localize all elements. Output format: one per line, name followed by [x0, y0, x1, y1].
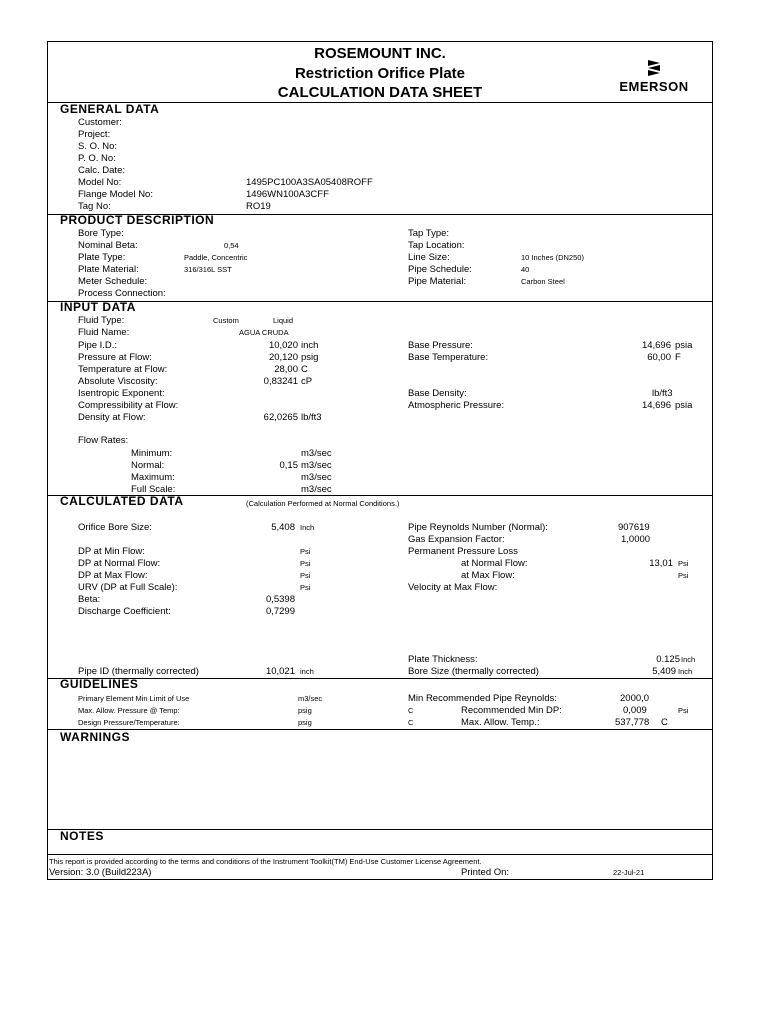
base-temperature-label: Base Temperature: [408, 352, 489, 363]
pipe-id-value: 10,020 [268, 340, 298, 351]
fluid-type-label: Fluid Type: [78, 315, 125, 326]
section-product-description: PRODUCT DESCRIPTION [60, 213, 215, 227]
base-density-unit: lb/ft3 [652, 388, 673, 399]
pressure-loss-max-unit: Psi [678, 571, 689, 580]
flow-rate-unit: m3/sec [301, 484, 332, 495]
atmospheric-pressure-label: Atmospheric Pressure: [408, 400, 505, 411]
input-field-label: Compressibility at Flow: [78, 400, 179, 411]
logo-text: EMERSON [619, 79, 689, 94]
document-subtitle: CALCULATION DATA SHEET [277, 84, 483, 101]
field-label: Meter Schedule: [78, 276, 148, 287]
temperature-unit: C [301, 364, 308, 375]
bore-tc-unit: Inch [678, 667, 693, 676]
plate-material-value: 316/316L SST [184, 265, 232, 274]
field-label: Tap Type: [408, 228, 450, 239]
line-size-value: 10 Inches (DN250) [521, 253, 584, 262]
field-label: Project: [78, 129, 111, 140]
input-field-label: Absolute Viscosity: [78, 376, 158, 387]
min-dp-unit: Psi [678, 706, 689, 715]
section-calculated-data: CALCULATED DATA [60, 494, 184, 508]
design-temp-unit: C [408, 718, 414, 727]
field-label: Customer: [78, 117, 122, 128]
gas-expansion-value: 1,0000 [621, 534, 651, 545]
pipe-id-unit: inch [301, 340, 319, 351]
field-label: Model No: [78, 177, 122, 188]
license-text: This report is provided according to the terms and conditions of the Instrument Toolkit(TM) End-Use Customer License Agreement. [49, 857, 482, 866]
flow-rate-label: Full Scale: [131, 484, 176, 495]
printed-on-label: Printed On: [461, 867, 510, 878]
discharge-coefficient-label: Discharge Coefficient: [78, 606, 171, 617]
fluid-phase-value: Liquid [273, 316, 294, 325]
fluid-name-label: Fluid Name: [78, 327, 130, 338]
max-allow-temp-unit: C [408, 706, 414, 715]
field-label: Nominal Beta: [78, 240, 138, 251]
divider [48, 854, 712, 855]
field-label: P. O. No: [78, 153, 116, 164]
beta-value: 0,5398 [265, 594, 295, 605]
plate-thickness-unit: Inch [681, 655, 696, 664]
max-temp-unit: C [661, 717, 668, 728]
version-text: Version: 3.0 (Build223A) [49, 867, 152, 878]
temperature-value: 28,00 [274, 364, 298, 375]
pipe-schedule-value: 40 [521, 265, 530, 274]
pipe-id-tc-label: Pipe ID (thermally corrected) [78, 666, 199, 677]
pipe-material-value: Carbon Steel [521, 277, 565, 286]
flow-rates-label: Flow Rates: [78, 435, 129, 446]
section-general-data: GENERAL DATA [60, 102, 160, 116]
max-allow-pressure-label: Max. Allow. Pressure @ Temp: [78, 706, 180, 715]
tag-no-value: RO19 [246, 201, 271, 212]
base-pressure-value: 14,696 [641, 340, 671, 351]
viscosity-value: 0,83241 [263, 376, 298, 387]
design-pressure-label: Design Pressure/Temperature: [78, 718, 180, 727]
data-sheet [47, 41, 713, 880]
viscosity-unit: cP [301, 376, 313, 387]
divider [48, 678, 712, 679]
pressure-value: 20,120 [268, 352, 298, 363]
dp-label: DP at Normal Flow: [78, 558, 161, 569]
dp-label: DP at Min Flow: [78, 546, 145, 557]
pressure-loss-label: Permanent Pressure Loss [408, 546, 518, 557]
min-dp-label: Recommended Min DP: [461, 705, 562, 716]
dp-unit: Psi [300, 547, 311, 556]
pressure-loss-normal-label: at Normal Flow: [461, 558, 528, 569]
max-allow-pressure-unit: psig [298, 706, 312, 715]
reynolds-value: 907619 [618, 522, 650, 533]
emerson-logo [604, 60, 704, 94]
pressure-loss-normal-unit: Psi [678, 559, 689, 568]
flange-model-no-value: 1496WN100A3CFF [246, 189, 329, 200]
flow-rate-unit: m3/sec [301, 448, 332, 459]
flow-rate-label: Maximum: [131, 472, 175, 483]
flow-rate-label: Minimum: [131, 448, 173, 459]
nominal-beta-value: 0,54 [224, 241, 239, 250]
fluid-type-value: Custom [213, 316, 239, 325]
field-label: Pipe Schedule: [408, 264, 472, 275]
flow-rate-unit: m3/sec [301, 460, 332, 471]
flow-rate-unit: m3/sec [301, 472, 332, 483]
primary-element-label: Primary Element Min Limit of Use [78, 694, 190, 703]
section-warnings: WARNINGS [60, 730, 130, 744]
field-label: Calc. Date: [78, 165, 125, 176]
base-density-label: Base Density: [408, 388, 467, 399]
atmospheric-pressure-value: 14,696 [641, 400, 671, 411]
pressure-loss-normal-value: 13,01 [649, 558, 673, 569]
dp-unit: Psi [300, 559, 311, 568]
pressure-loss-max-label: at Max Flow: [461, 570, 515, 581]
divider [48, 301, 712, 302]
orifice-bore-unit: Inch [300, 523, 315, 532]
section-input-data: INPUT DATA [60, 300, 136, 314]
document-title: Restriction Orifice Plate [294, 65, 466, 82]
base-temperature-unit: F [675, 352, 681, 363]
divider [48, 829, 712, 830]
input-field-label: Pressure at Flow: [78, 352, 152, 363]
input-field-label: Density at Flow: [78, 412, 146, 423]
flow-rate-label: Normal: [131, 460, 165, 471]
field-label: S. O. No: [78, 141, 118, 152]
density-unit: lb/ft3 [301, 412, 322, 423]
field-label: Plate Material: [78, 264, 139, 275]
calculation-note: (Calculation Performed at Normal Conditions.) [246, 499, 400, 508]
divider [48, 729, 712, 730]
atmospheric-pressure-unit: psia [675, 400, 693, 411]
max-temp-label: Max. Allow. Temp.: [461, 717, 540, 728]
dp-unit: Psi [300, 571, 311, 580]
pipe-id-tc-unit: inch [300, 667, 314, 676]
reynolds-label: Pipe Reynolds Number (Normal): [408, 522, 548, 533]
orifice-bore-value: 5,408 [271, 522, 295, 533]
input-field-label: Pipe I.D.: [78, 340, 118, 351]
min-reynolds-label: Min Recommended Pipe Reynolds: [408, 693, 557, 704]
discharge-coefficient-value: 0,7299 [265, 606, 295, 617]
field-label: Pipe Material: [408, 276, 467, 287]
model-no-value: 1495PC100A3SA05408ROFF [246, 177, 373, 188]
section-notes: NOTES [60, 829, 104, 843]
plate-thickness-value: 0.125 [656, 654, 680, 665]
pipe-id-tc-value: 10,021 [265, 666, 295, 677]
field-label: Line Size: [408, 252, 450, 263]
input-field-label: Isentropic Exponent: [78, 388, 165, 399]
pressure-unit: psig [301, 352, 319, 363]
beta-label: Beta: [78, 594, 101, 605]
bore-tc-label: Bore Size (thermally corrected) [408, 666, 539, 677]
company-name: ROSEMOUNT INC. [314, 45, 446, 62]
printed-on-date: 22-Jul-21 [613, 868, 645, 877]
fluid-name-value: AGUA CRUDA [239, 328, 289, 337]
flow-normal-value: 0,15 [279, 460, 298, 471]
plate-thickness-label: Plate Thickness: [408, 654, 478, 665]
base-pressure-unit: psia [675, 340, 693, 351]
min-reynolds-value: 2000,0 [620, 693, 650, 704]
velocity-label: Velocity at Max Flow: [408, 582, 498, 593]
plate-type-value: Paddle, Concentric [184, 253, 248, 262]
gas-expansion-label: Gas Expansion Factor: [408, 534, 505, 545]
input-field-label: Temperature at Flow: [78, 364, 168, 375]
field-label: Tag No: [78, 201, 111, 212]
design-pressure-unit: psig [298, 718, 312, 727]
field-label: Plate Type: [78, 252, 126, 263]
field-label: Process Connection: [78, 288, 166, 299]
field-label: Flange Model No: [78, 189, 153, 200]
density-value: 62,0265 [263, 412, 298, 423]
field-label: Bore Type: [78, 228, 124, 239]
min-dp-value: 0,009 [623, 705, 647, 716]
emerson-logo-icon [604, 58, 704, 78]
bore-tc-value: 5,409 [652, 666, 676, 677]
dp-label: DP at Max Flow: [78, 570, 148, 581]
orifice-bore-label: Orifice Bore Size: [78, 522, 152, 533]
dp-label: URV (DP at Full Scale): [78, 582, 178, 593]
primary-element-unit: m3/sec [298, 694, 323, 703]
section-guidelines: GUIDELINES [60, 677, 139, 691]
dp-unit: Psi [300, 583, 311, 592]
field-label: Tap Location: [408, 240, 465, 251]
base-temperature-value: 60,00 [647, 352, 671, 363]
base-pressure-label: Base Pressure: [408, 340, 473, 351]
max-temp-value: 537,778 [615, 717, 650, 728]
